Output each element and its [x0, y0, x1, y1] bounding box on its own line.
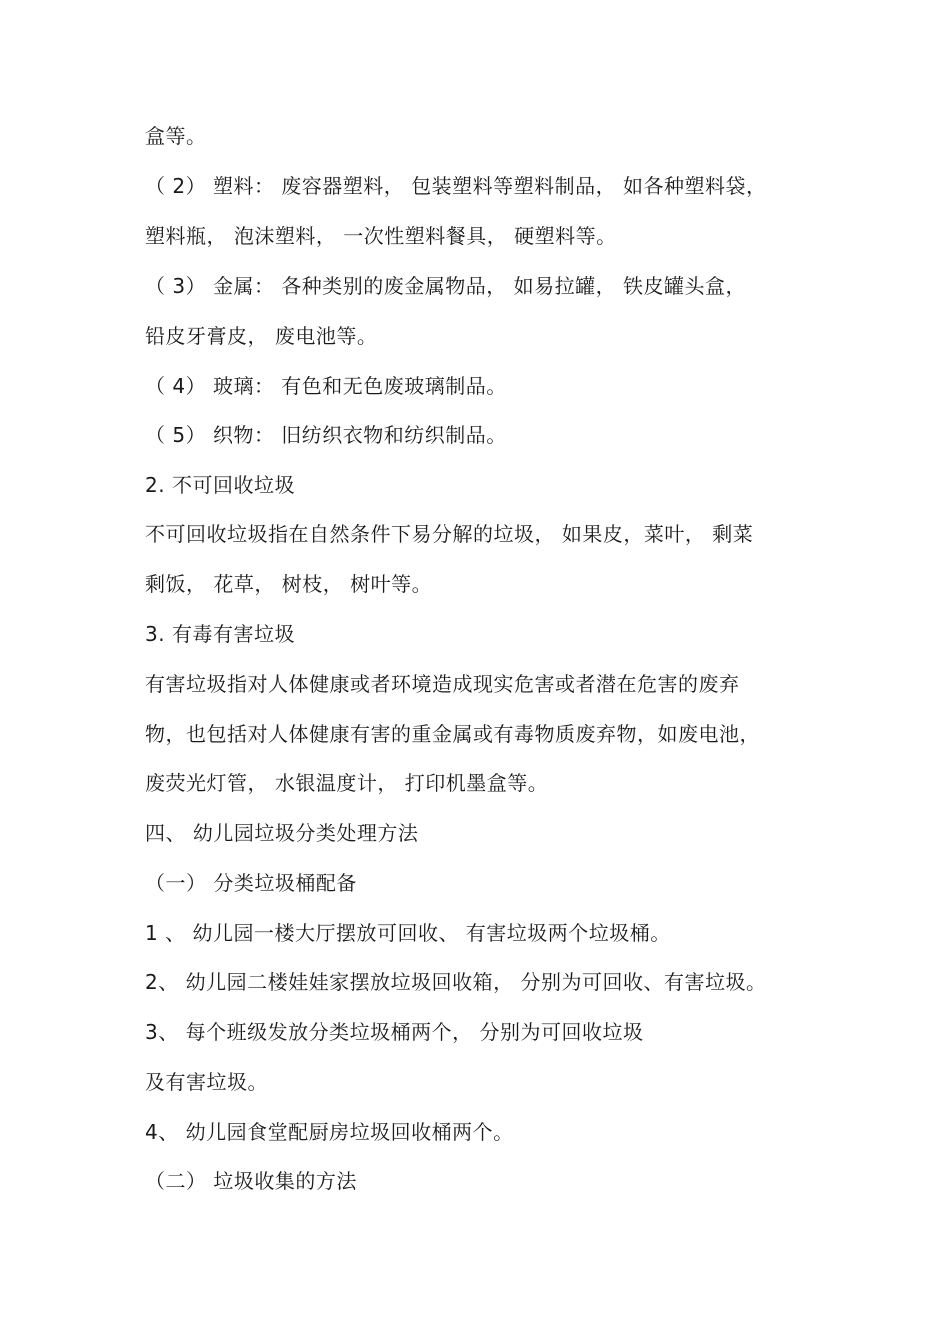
section-heading: 2. 不可回收垃圾	[145, 473, 295, 497]
section-heading: 3. 有毒有害垃圾	[145, 622, 295, 646]
text-line: （ 2） 塑料： 废容器塑料， 包装塑料等塑料制品， 如各种塑料袋，	[145, 174, 767, 198]
text-line: （ 3） 金属： 各种类别的废金属物品， 如易拉罐， 铁皮罐头盒，	[145, 274, 747, 298]
text-line: 塑料瓶， 泡沫塑料， 一次性塑料餐具， 硬塑料等。	[145, 224, 617, 248]
subsection-heading: （一） 分类垃圾桶配备	[145, 871, 357, 895]
text-line: 剩饭， 花草， 树枝， 树叶等。	[145, 572, 433, 596]
text-line: 废荧光灯管， 水银温度计， 打印机墨盒等。	[145, 771, 549, 795]
text-line: 及有害垃圾。	[145, 1070, 268, 1094]
text-line: （ 5） 织物： 旧纺织衣物和纺织制品。	[145, 423, 507, 447]
text-line: 2、 幼儿园二楼娃娃家摆放垃圾回收箱， 分别为可回收、有害垃圾。	[145, 970, 767, 994]
text-line: 4、 幼儿园食堂配厨房垃圾回收桶两个。	[145, 1120, 514, 1144]
text-line: 盒等。	[145, 124, 207, 148]
section-heading: 四、 幼儿园垃圾分类处理方法	[145, 821, 419, 845]
text-line: 1 、 幼儿园一楼大厅摆放可回收、 有害垃圾两个垃圾桶。	[145, 921, 671, 945]
text-line: （ 4） 玻璃： 有色和无色废玻璃制品。	[145, 374, 507, 398]
text-line: 3、 每个班级发放分类垃圾桶两个， 分别为可回收垃圾	[145, 1020, 644, 1044]
text-line: 物，也包括对人体健康有害的重金属或有毒物质废弃物，如废电池，	[145, 722, 760, 746]
text-line: 有害垃圾指对人体健康或者环境造成现实危害或者潜在危害的废弃	[145, 672, 740, 696]
subsection-heading: （二） 垃圾收集的方法	[145, 1169, 357, 1193]
text-line: 不可回收垃圾指在自然条件下易分解的垃圾， 如果皮，菜叶， 剩菜	[145, 522, 754, 546]
text-line: 铅皮牙膏皮， 废电池等。	[145, 324, 378, 348]
